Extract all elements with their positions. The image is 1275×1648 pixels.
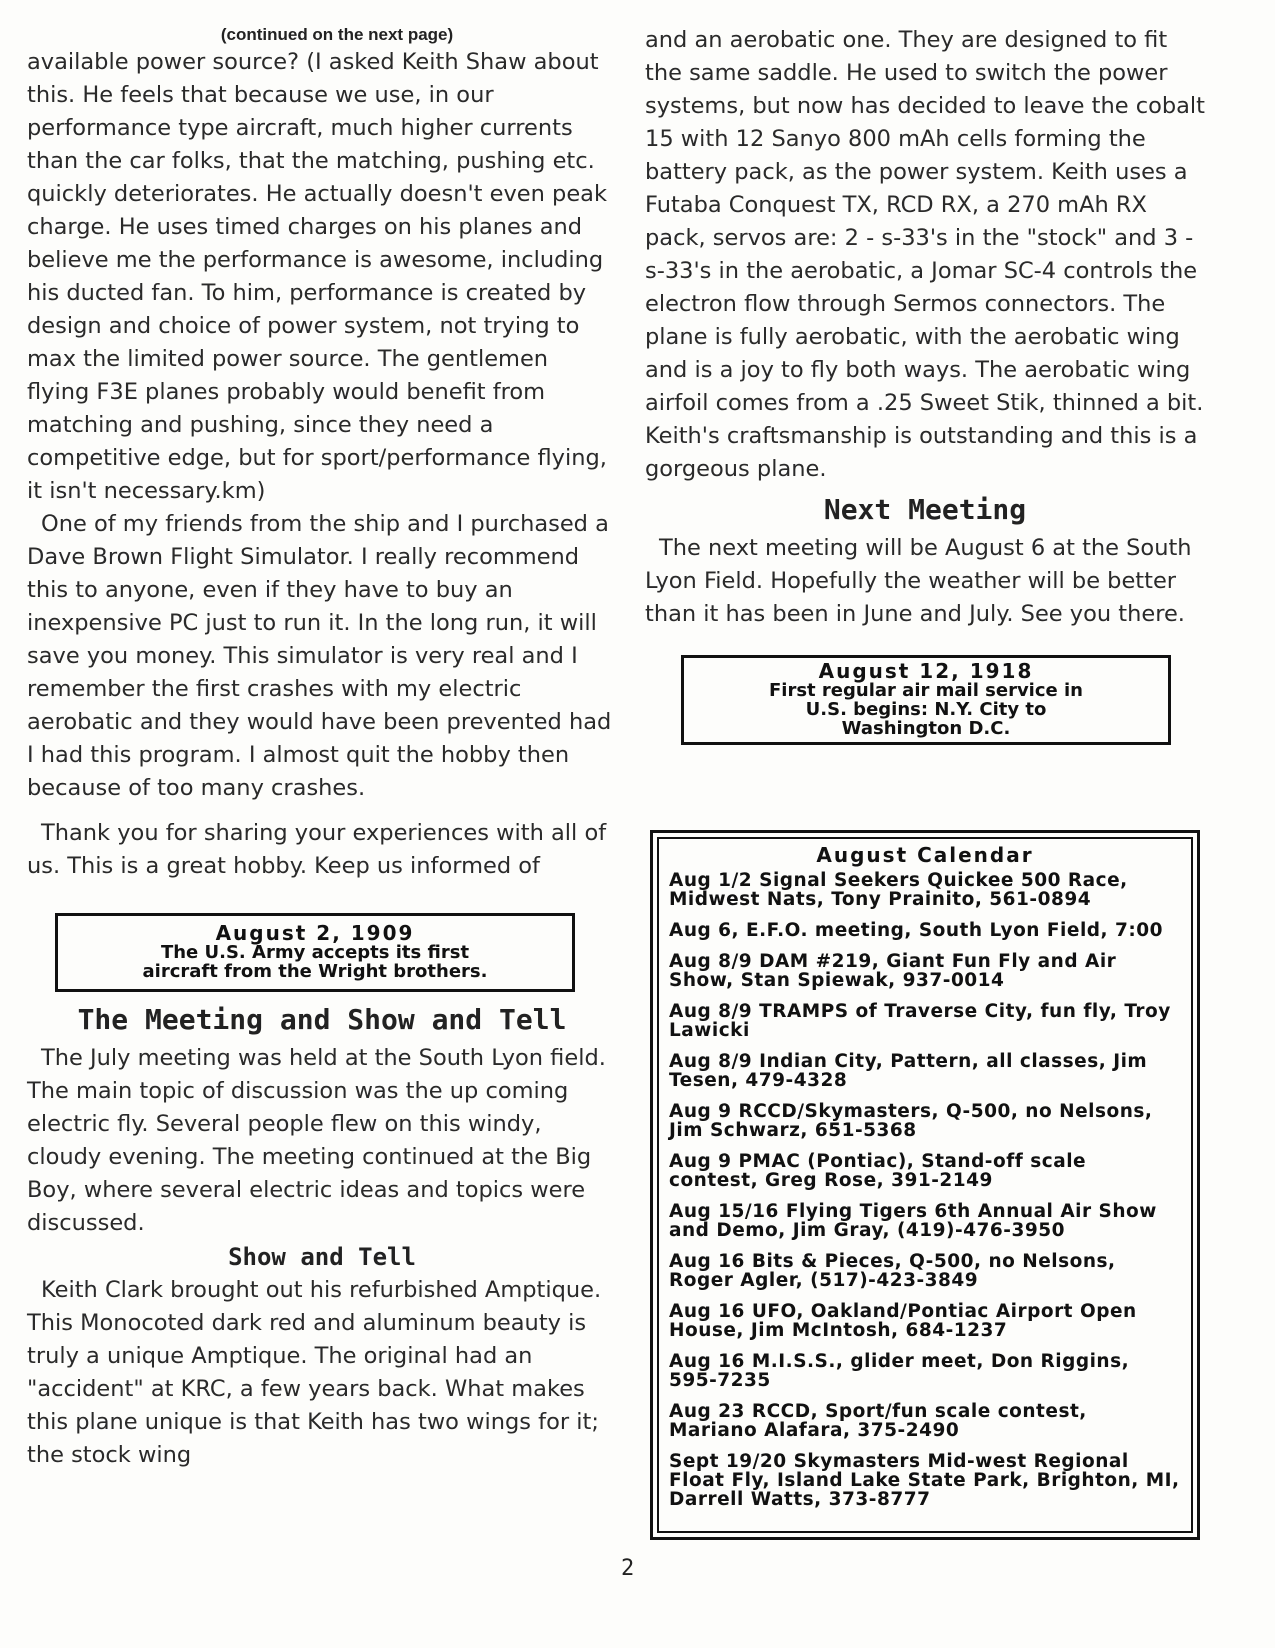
history-text: The U.S. Army accepts its first [160, 942, 470, 963]
calendar-entry: Aug 23 RCCD, Sport/fun scale contest, Mariano Alafara, 375-2490 [669, 1401, 1087, 1441]
august-calendar [650, 830, 1200, 1540]
history-text: U.S. begins: N.Y. City to [805, 699, 1047, 720]
calendar-entry: Aug 15/16 Flying Tigers 6th Annual Air Show and Demo, Jim Gray, (419)-476-3950 [669, 1201, 1157, 1241]
calendar-entry: Aug 9 PMAC (Pontiac), Stand-off scale contest, Greg Rose, 391-2149 [669, 1151, 1087, 1191]
history-date: August 2, 1909 [215, 921, 415, 945]
calendar-entry: Aug 16 UFO, Oakland/Pontiac Airport Open House, Jim McIntosh, 684-1237 [669, 1301, 1137, 1341]
article-paragraph: and an aerobatic one. They are designed to fit the same saddle. He used to switch the power systems, but now has decided to leave the cobalt 15 with 12 Sanyo 800 mAh cells forming the battery pack, as the power system. Keith uses a Futaba Conquest TX, RCD RX, a 270 mAh RX pack, servos are: 2 - s-33's in the "stock" and 3 - s-33's in the aerobatic, a Jomar SC-4 controls the electron flow through Sermos connectors. The plane is fully aerobatic, with the aerobatic wing and is a joy to fly both ways. The aerobatic wing airfoil comes from a .25 Sweet Stik, thinned a bit. Keith's craftsmanship is outstanding and this is a gorgeous plane. [645, 27, 1205, 482]
calendar-entry: Aug 8/9 TRAMPS of Traverse City, fun fly, Troy Lawicki [669, 1001, 1171, 1041]
history-text: aircraft from the Wright brothers. [142, 961, 488, 982]
history-text: First regular air mail service in [769, 680, 1083, 701]
calendar-entry: Aug 16 M.I.S.S., glider meet, Don Riggins, 595-7235 [669, 1351, 1130, 1391]
calendar-entry: Aug 6, E.F.O. meeting, South Lyon Field, 7:00 [669, 920, 1164, 941]
calendar-title: August Calendar [816, 843, 1034, 867]
calendar-entry: Aug 1/2 Signal Seekers Quickee 500 Race, Midwest Nats, Tony Prainito, 561-0894 [669, 870, 1128, 910]
right-column [645, 24, 1205, 745]
history-date: August 12, 1918 [818, 659, 1034, 683]
calendar-entry: Aug 8/9 DAM #219, Giant Fun Fly and Air Show, Stan Spiewak, 937-0014 [669, 951, 1117, 991]
article-paragraph: Keith Clark brought out his refurbished Amptique. This Monocoted dark red and aluminum beauty is truly a unique Amptique. The original had an "accident" at KRC, a few years back. What makes this plane unique is that Keith has two wings for it; the stock wing [27, 1277, 602, 1468]
section-heading-next-meeting: Next Meeting [823, 493, 1027, 526]
page-number: 2 [621, 1556, 635, 1581]
article-paragraph: The next meeting will be August 6 at the South Lyon Field. Hopefully the weather will be better than it has been in June and July. See you there. [645, 535, 1192, 627]
calendar-list [669, 871, 1181, 1509]
article-paragraph: Thank you for sharing your experiences with all of us. This is a great hobby. Keep us informed of [27, 820, 607, 879]
calendar-entry: Aug 16 Bits & Pieces, Q-500, no Nelsons, Roger Agler, (517)-423-3849 [669, 1251, 1116, 1291]
history-box-1909 [55, 913, 575, 992]
history-box-1918 [681, 655, 1171, 745]
article-paragraph: One of my friends from the ship and I purchased a Dave Brown Flight Simulator. I really recommend this to anyone, even if they have to buy an inexpensive PC just to run it. In the long run, it will save you money. This simulator is very real and I remember the first crashes with my electric aerobatic and they would have been prevented had I had this program. I almost quit the hobby then because of too many crashes. [27, 511, 612, 801]
left-column [27, 24, 617, 1472]
article-paragraph: The July meeting was held at the South Lyon field. The main topic of discussion was the up coming electric fly. Several people flew on this windy, cloudy evening. The meeting continued at the Big Boy, where several electric ideas and topics were discussed. [27, 1045, 606, 1236]
section-heading-meeting: The Meeting and Show and Tell [77, 1003, 567, 1036]
calendar-entry: Aug 9 RCCD/Skymasters, Q-500, no Nelsons, Jim Schwarz, 651-5368 [669, 1101, 1153, 1141]
calendar-entry: Aug 8/9 Indian City, Pattern, all classes, Jim Tesen, 479-4328 [669, 1051, 1148, 1091]
continued-note: (continued on the next page) [220, 25, 454, 44]
history-text: Washington D.C. [841, 718, 1011, 739]
article-paragraph: available power source? (I asked Keith Shaw about this. He feels that because we use, in our performance type aircraft, much higher currents than the car folks, that the matching, pushing etc. quickly deteriorates. He actually doesn't even peak charge. He uses timed charges on his planes and believe me the performance is awesome, including his ducted fan. To him, performance is created by design and choice of power system, not trying to max the limited power source. The gentlemen flying F3E planes probably would benefit from matching and pushing, since they need a competitive edge, but for sport/performance flying, it isn't necessary.km) [27, 49, 608, 504]
section-subheading-show-and-tell: Show and Tell [228, 1243, 416, 1271]
calendar-inner-frame [657, 837, 1193, 1533]
calendar-entry: Sept 19/20 Skymasters Mid-west Regional Float Fly, Island Lake State Park, Brighton, MI, Darrell Watts, 373-8777 [669, 1451, 1180, 1510]
